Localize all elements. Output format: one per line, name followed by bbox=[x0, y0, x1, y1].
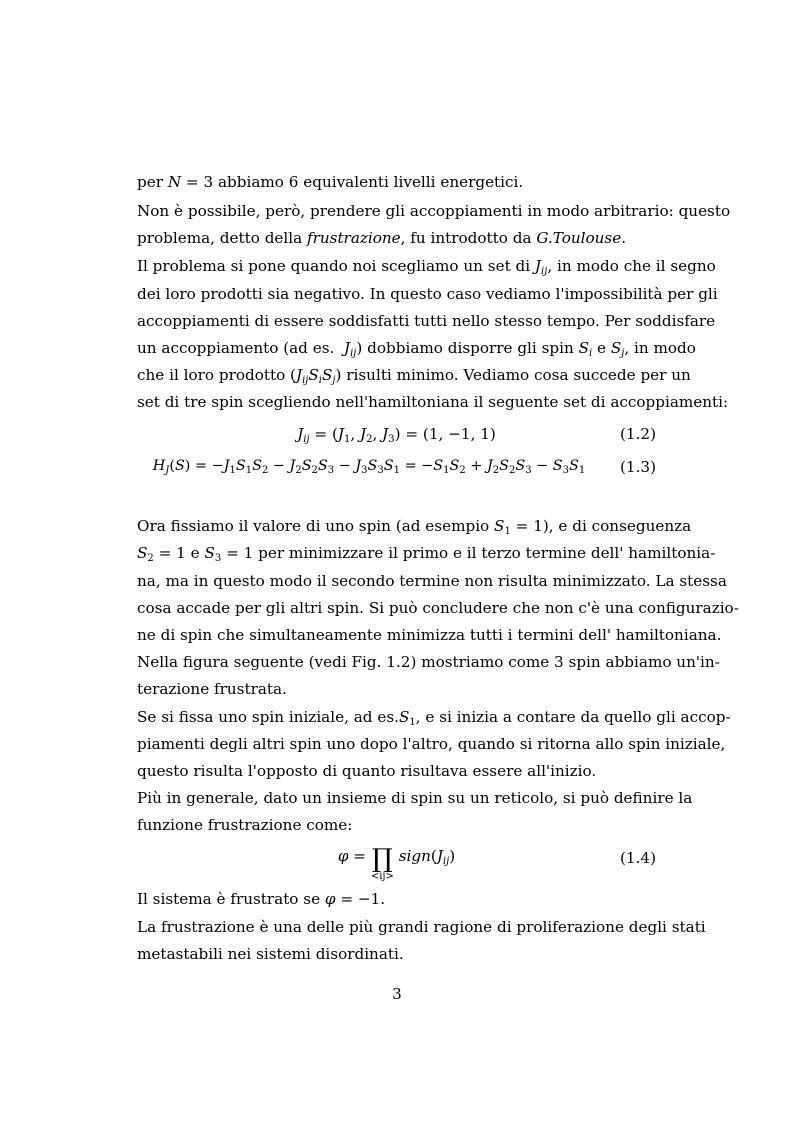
equation-number: (1.2) bbox=[619, 425, 656, 443]
equation-1-4: φ = ∏ <ij> $sign(J_{ij})$ (1.4) bbox=[337, 844, 656, 882]
text-line: Il sistema è frustrato se φ = −1. bbox=[137, 890, 386, 908]
text-line: problema, detto della frustrazione, fu introdotto da G.Toulouse. bbox=[137, 229, 627, 247]
text-line: La frustrazione è una delle più grandi ragione di proliferazione degli stati bbox=[137, 918, 706, 936]
page-number: 3 bbox=[392, 985, 402, 1003]
equation-number: (1.3) bbox=[619, 458, 656, 476]
text-line: set di tre spin scegliendo nell'hamiltoniana il seguente set di accoppiamenti: bbox=[137, 393, 729, 411]
text-line: questo risulta l'opposto di quanto risultava essere all'inizio. bbox=[137, 762, 597, 780]
text-line: metastabili nei sistemi disordinati. bbox=[137, 945, 404, 963]
text-line: per N = 3 abbiamo 6 equivalenti livelli energetici. bbox=[137, 173, 524, 191]
product-operator: ∏ <ij> bbox=[370, 844, 394, 882]
text-line: funzione frustrazione come: bbox=[137, 816, 353, 834]
equation-number: (1.4) bbox=[619, 849, 656, 867]
text-line: Nella figura seguente (vedi Fig. 1.2) mostriamo come 3 spin abbiamo un'in- bbox=[137, 653, 720, 671]
text-line: accoppiamenti di essere soddisfatti tutti nello stesso tempo. Per soddisfare bbox=[137, 312, 716, 330]
text-line: Se si fissa uno spin iniziale, ad $es.S_1$, e si inizia a contare da quello gli accop- bbox=[137, 708, 731, 728]
text-line: Non è possibile, però, prendere gli accoppiamenti in modo arbitrario: questo bbox=[137, 202, 731, 220]
text-line: che il loro prodotto $(J_{ij}S_iS_j)$ risulti minimo. Vediamo cosa succede per un bbox=[137, 366, 691, 386]
text-line: Il problema si pone quando noi scegliamo un set di $J_{ij}$, in modo che il segno bbox=[137, 257, 716, 277]
text-line: $S_2 = 1$ e $S_3 = 1$ per minimizzare il primo e il terzo termine dell' hamiltonia- bbox=[137, 544, 716, 564]
text-line: dei loro prodotti sia negativo. In questo caso vediamo l'impossibilità per gli bbox=[137, 285, 718, 303]
text-line: cosa accade per gli altri spin. Si può concludere che non c'è una configurazio- bbox=[137, 599, 739, 617]
text-line: na, ma in questo modo il secondo termine non risulta minimizzato. La stessa bbox=[137, 572, 727, 590]
text-line: Più in generale, dato un insieme di spin su un reticolo, si può definire la bbox=[137, 789, 693, 807]
text-line: piamenti degli altri spin uno dopo l'altro, quando si ritorna allo spin iniziale, bbox=[137, 735, 726, 753]
text-line: Ora fissiamo il valore di uno spin (ad esempio $S_1 = 1$), e di conseguenza bbox=[137, 517, 692, 537]
text-line: un accoppiamento (ad es. $J_{ij}$) dobbiamo disporre gli spin $S_i$ e $S_j$, in modo bbox=[137, 339, 696, 359]
equation-1-3: $H_J(S) = -J_1S_1S_2 - J_2S_2S_3 - J_3S_3S_1 = -S_1S_2 + J_2S_2S_3 - S_3S_1$ (1.3) bbox=[152, 458, 656, 476]
text-line: ne di spin che simultaneamente minimizza tutti i termini dell' hamiltoniana. bbox=[137, 626, 722, 644]
text-line: terazione frustrata. bbox=[137, 680, 287, 698]
equation-1-2: $J_{ij} = (J_1$, $J_2$, $J_3) = (1$, −1, 1) (1.2) bbox=[297, 425, 656, 445]
